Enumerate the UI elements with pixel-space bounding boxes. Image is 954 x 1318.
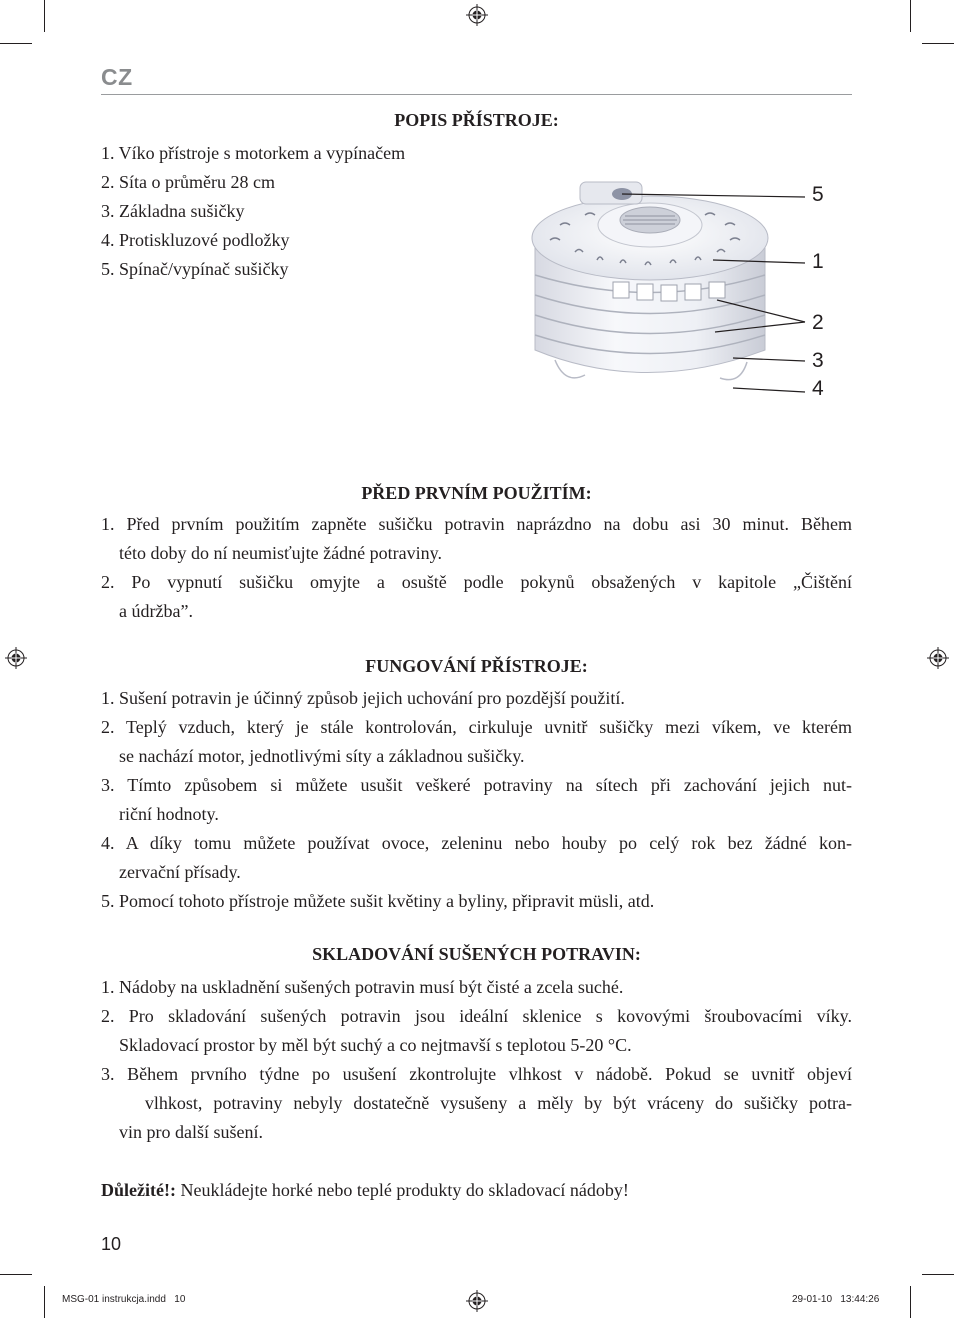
paragraph-line: 2. Po vypnutí sušičku omyjte a osuště podle pokynů obsažených v kapitole „Čištění <box>101 572 852 592</box>
registration-mark-left-icon <box>5 647 27 669</box>
section-title-pred: PŘED PRVNÍM POUŽITÍM: <box>361 483 592 503</box>
section-title-skladovani: SKLADOVÁNÍ SUŠENÝCH POTRAVIN: <box>312 944 641 964</box>
paragraph-line: vin pro další sušení. <box>101 1122 263 1142</box>
list-item: 1. Víko přístroje s motorkem a vypínačem <box>101 143 406 163</box>
paragraph-line: zervační přísady. <box>101 862 241 882</box>
section-title-popis: POPIS PŘÍSTROJE: <box>394 110 559 130</box>
paragraph-line: vlhkost, potraviny nebyly dostatečně vysušeny a měly by být vráceny do sušičky potra- <box>101 1093 852 1113</box>
callout-label: 4 <box>812 377 824 400</box>
header-rule <box>101 94 852 95</box>
list-item: 4. Protiskluzové podložky <box>101 230 290 250</box>
callout-label: 1 <box>812 250 824 273</box>
paragraph-line: 1. Nádoby na uskladnění sušených potravin musí být čisté a zcela suché. <box>101 977 624 997</box>
food-dehydrator-illustration <box>525 170 845 410</box>
crop-mark-bottom-right-v <box>910 1286 911 1318</box>
crop-mark-bottom-left-v <box>44 1286 45 1318</box>
important-note <box>101 1180 629 1201</box>
registration-mark-top-icon <box>466 4 488 26</box>
footer-file: MSG-01 instrukcja.indd 10 <box>62 1294 186 1305</box>
paragraph-line: 3. Během prvního týdne po usušení zkontrolujte vlhkost v nádobě. Pokud se uvnitř objeví <box>101 1064 852 1084</box>
section-title-fungovani: FUNGOVÁNÍ PŘÍSTROJE: <box>365 656 588 676</box>
paragraph-line: této doby do ní neumisťujte žádné potraviny. <box>101 543 442 563</box>
important-text: Neukládejte horké nebo teplé produkty do skladovací nádoby! <box>175 1180 629 1200</box>
footer-date: 29-01-10 13:44:26 <box>792 1294 880 1305</box>
language-code: CZ <box>101 64 133 90</box>
paragraph-line: 1. Sušení potravin je účinný způsob jejich uchování pro pozdější použití. <box>101 688 625 708</box>
page-number: 10 <box>101 1234 122 1254</box>
callout-label: 3 <box>812 349 824 372</box>
list-item: 3. Základna sušičky <box>101 201 245 221</box>
paragraph-line: 5. Pomocí tohoto přístroje můžete sušit květiny a byliny, připravit müsli, atd. <box>101 891 655 911</box>
paragraph-line: 2. Pro skladování sušených potravin jsou ideální sklenice s kovovými šroubovacími víky. <box>101 1006 852 1026</box>
paragraph-line: 2. Teplý vzduch, který je stále kontrolován, cirkuluje uvnitř sušičky mezi víkem, ve kterém <box>101 717 852 737</box>
crop-mark-top-left-v <box>44 0 45 32</box>
crop-mark-bottom-right-h <box>922 1274 954 1275</box>
crop-mark-top-left-h <box>0 43 32 44</box>
paragraph-line: Skladovací prostor by měl být suchý a co nejtmavší s teplotou 5-20 °C. <box>101 1035 632 1055</box>
paragraph-line: se nachází motor, jednotlivými síty a základnou sušičky. <box>101 746 525 766</box>
list-item: 5. Spínač/vypínač sušičky <box>101 259 289 279</box>
paragraph-line: riční hodnoty. <box>101 804 219 824</box>
callout-label: 2 <box>812 311 824 334</box>
list-item: 2. Síta o průměru 28 cm <box>101 172 275 192</box>
paragraph-line: 1. Před prvním použitím zapněte sušičku potravin naprázdno na dobu asi 30 minut. Během <box>101 514 852 534</box>
paragraph-line: 3. Tímto způsobem si můžete usušit veškeré potraviny na sítech při zachování jejich nut- <box>101 775 852 795</box>
paragraph-line: 4. A díky tomu můžete používat ovoce, zeleninu nebo houby po celý rok bez žádné kon- <box>101 833 852 853</box>
crop-mark-top-right-h <box>922 43 954 44</box>
crop-mark-top-right-v <box>910 0 911 32</box>
callout-label: 5 <box>812 183 824 206</box>
important-label: Důležité!: <box>101 1180 176 1200</box>
crop-mark-bottom-left-h <box>0 1274 32 1275</box>
paragraph-line: a údržba”. <box>101 601 193 621</box>
registration-mark-right-icon <box>927 647 949 669</box>
registration-mark-bottom-icon <box>466 1290 488 1312</box>
